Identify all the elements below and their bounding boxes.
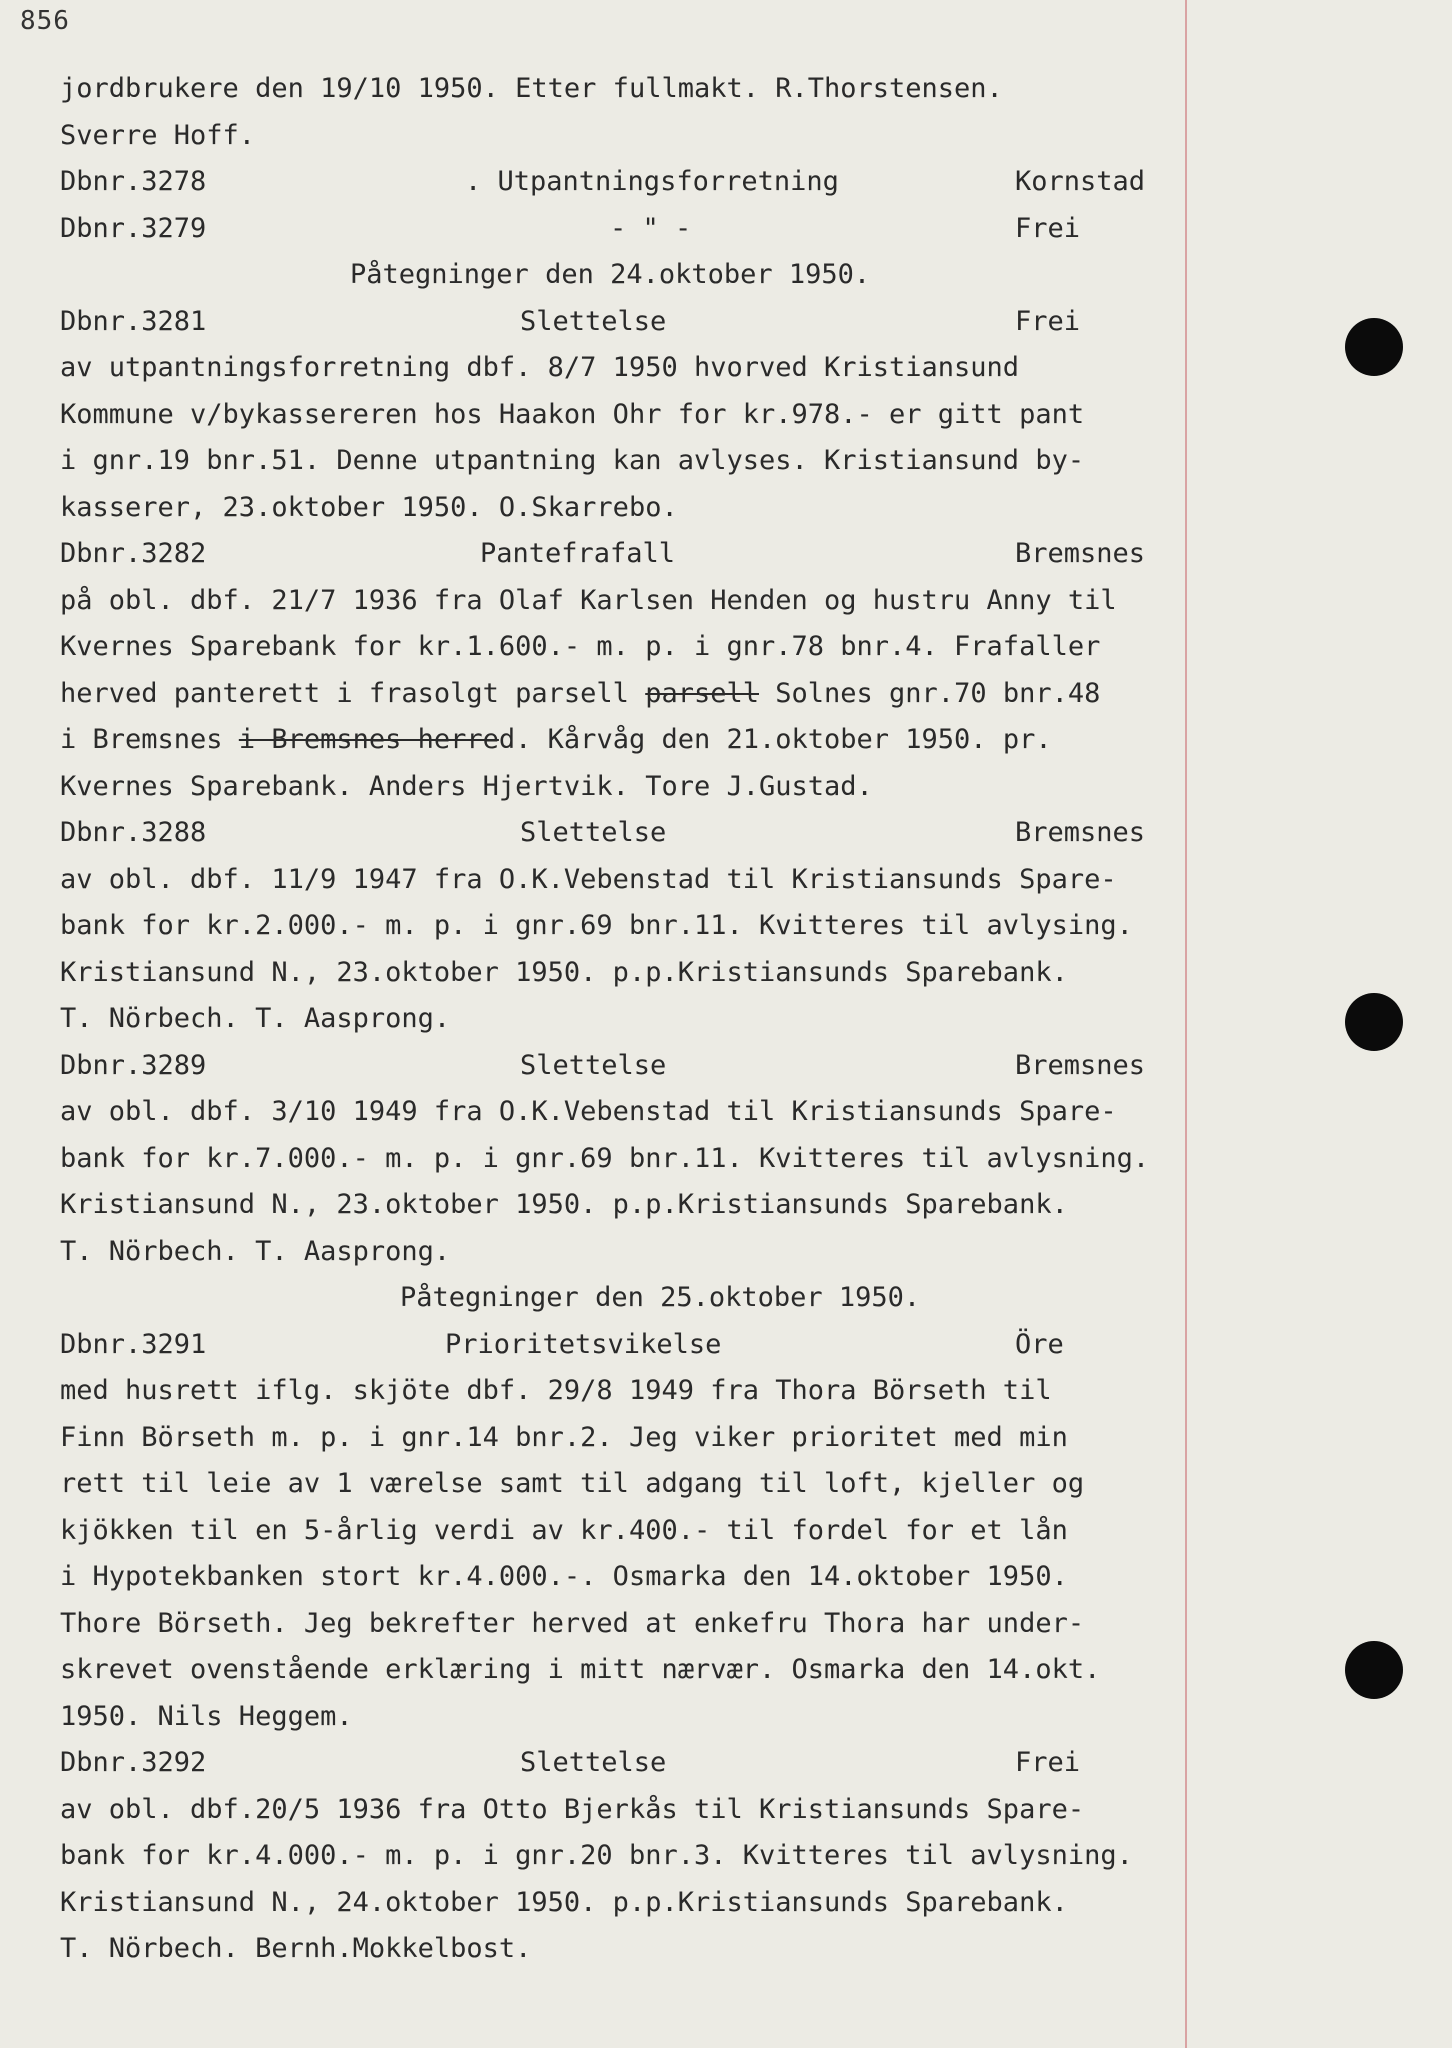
entry-header [60,1322,1190,1369]
text-line: bank for kr.4.000.- m. p. i gnr.20 bnr.3. Kvitteres til avlysning. [60,1840,1133,1871]
text-line: i Bremsnes i Bremsnes herred. Kårvåg den 21.oktober 1950. pr. [60,724,1052,755]
text-line: kasserer, 23.oktober 1950. O.Skarrebo. [60,491,678,523]
text-line: herved panterett i frasolgt parsell parsell Solnes gnr.70 bnr.48 [60,677,1101,709]
text-line: Kvernes Sparebank. Anders Hjertvik. Tore J.Gustad. [60,770,873,802]
text-line: i Hypotekbanken stort kr.4.000.-. Osmarka den 14.oktober 1950. [60,1561,1068,1592]
entry-number: Dbnr.3282 [60,538,207,569]
struck-text: parsell [645,677,759,709]
entry-title: Slettelse [520,1747,667,1778]
document-text [60,66,1190,1973]
text-line: med husrett iflg. skjöte dbf. 29/8 1949 fra Thora Börseth til [60,1375,1052,1406]
entry-place: Öre [1015,1328,1064,1360]
text-line: av obl. dbf.20/5 1936 fra Otto Bjerkås til Kristiansunds Spare- [60,1793,1085,1825]
text-line: Finn Börseth m. p. i gnr.14 bnr.2. Jeg viker prioritet med min [60,1421,1068,1453]
entry-header [60,299,1190,346]
entry-number: Dbnr.3278 [60,166,207,197]
entry-title: . Utpantningsforretning [465,166,839,197]
date-heading: Påtegninger den 24.oktober 1950. [350,259,871,290]
text-line: kjökken til en 5-årlig verdi av kr.400.- til fordel for et lån [60,1514,1068,1546]
entry-number: Dbnr.3288 [60,817,207,848]
text-line: på obl. dbf. 21/7 1936 fra Olaf Karlsen Henden og hustru Anny til [60,584,1117,616]
entry-number: Dbnr.3292 [60,1747,207,1778]
entry-place: Bremsnes [1015,817,1146,848]
text-line: av obl. dbf. 11/9 1947 fra O.K.Vebenstad til Kristiansunds Spare- [60,863,1117,895]
entry-place: Bremsnes [1015,1049,1146,1081]
text-line: skrevet ovenstående erklæring i mitt nærvær. Osmarka den 14.okt. [60,1654,1101,1685]
entry-place: Bremsnes [1015,538,1146,569]
text-line: i gnr.19 bnr.51. Denne utpantning kan avlyses. Kristiansund by- [60,445,1085,476]
entry-header [60,1740,1190,1787]
date-heading: Påtegninger den 25.oktober 1950. [400,1282,921,1313]
text-line: T. Nörbech. Bernh.Mokkelbost. [60,1933,532,1964]
entry-place: Frei [1015,212,1081,244]
text-line: av obl. dbf. 3/10 1949 fra O.K.Vebenstad til Kristiansunds Spare- [60,1096,1117,1127]
entry-header [60,1043,1190,1090]
text-line: rett til leie av 1 værelse samt til adgang til loft, kjeller og [60,1468,1085,1499]
entry-number: Dbnr.3289 [60,1049,207,1081]
text-line: jordbrukere den 19/10 1950. Etter fullmakt. R.Thorstensen. [60,73,1003,104]
entry-place: Kornstad [1015,166,1146,197]
entry-place: Frei [1015,1747,1081,1778]
entry-title: Slettelse [520,1049,667,1081]
text-line: Thore Börseth. Jeg bekrefter herved at enkefru Thora har under- [60,1607,1085,1639]
entry-number: Dbnr.3281 [60,305,207,337]
entry-header [60,810,1190,857]
entry-header [60,531,1190,578]
entry-number: Dbnr.3291 [60,1328,207,1360]
text-line: T. Nörbech. T. Aasprong. [60,1003,451,1034]
entry-title: Prioritetsvikelse [445,1328,722,1360]
punch-hole [1345,1641,1403,1699]
entry-title: Pantefrafall [480,538,676,569]
text-line: T. Nörbech. T. Aasprong. [60,1235,451,1267]
page-number: 856 [20,6,70,36]
entry-title: - " - [610,212,692,244]
text-line: 1950. Nils Heggem. [60,1700,353,1732]
text-line: Kommune v/bykassereren hos Haakon Ohr for kr.978.- er gitt pant [60,398,1085,430]
text-line: Kristiansund N., 24.oktober 1950. p.p.Kristiansunds Sparebank. [60,1886,1068,1918]
text-line: Sverre Hoff. [60,119,256,151]
entry-number: Dbnr.3279 [60,212,207,244]
text-line: Kvernes Sparebank for kr.1.600.- m. p. i gnr.78 bnr.4. Frafaller [60,631,1101,662]
text-line: bank for kr.2.000.- m. p. i gnr.69 bnr.11. Kvitteres til avlysing. [60,910,1133,941]
entry-title: Slettelse [520,817,667,848]
entry-place: Frei [1015,305,1081,337]
text-line: Kristiansund N., 23.oktober 1950. p.p.Kristiansunds Sparebank. [60,1189,1068,1220]
text-line: av utpantningsforretning dbf. 8/7 1950 hvorved Kristiansund [60,352,1020,383]
struck-text: i Bremsnes herre [238,724,499,755]
entry-header [60,159,1190,206]
entry-header [60,206,1190,253]
punch-hole [1345,993,1403,1051]
entry-title: Slettelse [520,305,667,337]
text-line: Kristiansund N., 23.oktober 1950. p.p.Kristiansunds Sparebank. [60,956,1068,988]
punch-hole [1345,318,1403,376]
text-line: bank for kr.7.000.- m. p. i gnr.69 bnr.11. Kvitteres til avlysning. [60,1142,1150,1174]
